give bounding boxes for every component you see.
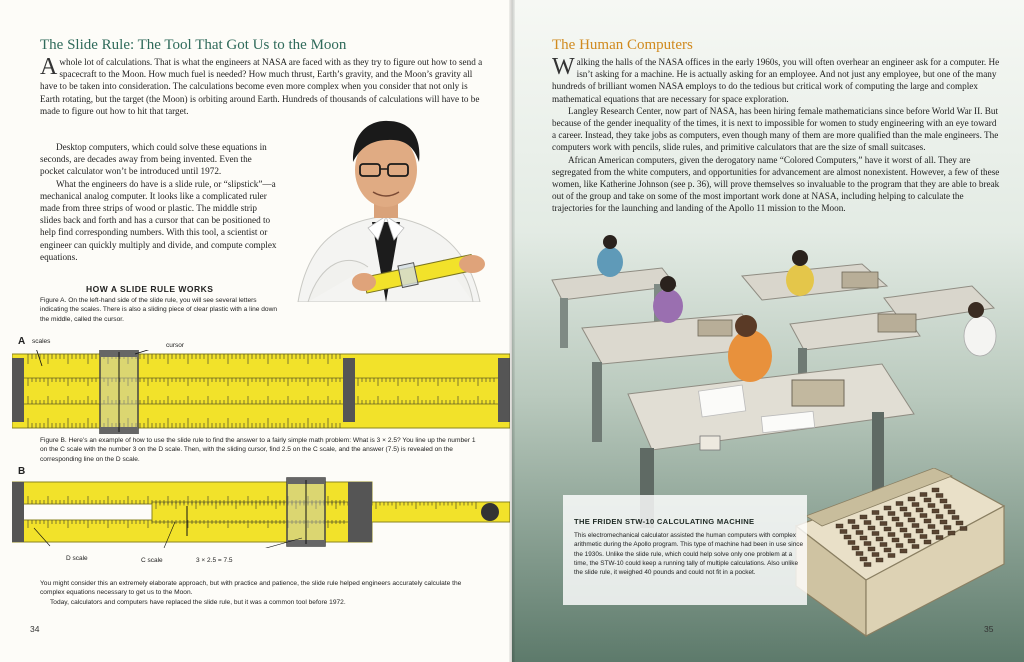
cursor-label: cursor	[166, 342, 185, 349]
right-page-number: 35	[984, 624, 994, 634]
sidebar-text: This electromechanical calculator assisted the human computers with complex arithmetic during the Apollo program. This type of machine had been in use since the 1930s. Unlike the slide rule, which could help solve only one problem at a time, the STW-10 could keep a running tally of multiple calculations. Also unlike the slide rule, it weighed 40 pounds and could not fit in a pocket.	[574, 532, 804, 577]
slide-rule-figure-a	[12, 350, 510, 434]
left-page-title: The Slide Rule: The Tool That Got Us to the Moon	[40, 37, 347, 53]
figure-a-letter: A	[18, 336, 26, 347]
left-column-text	[40, 141, 278, 263]
right-page-title: The Human Computers	[552, 37, 693, 53]
right-paragraph-3: African American computers, given the derogatory name “Colored Computers,” have it worst of all. They are segregated from the white computers, and opportunities for advancement are almost nonexistent. However, a few of these women, like Katherine Johnson (see p. 36), will prove themselves so invaluable to the program that they are able to break out of the group and take on some of the most important work done at NASA, including helping to calculate the trajectories for the launching and landing of the Apollo 11 mission to the Moon.	[552, 154, 1000, 214]
howto-title: HOW A SLIDE RULE WORKS	[86, 284, 214, 294]
left-paragraph-3: What the engineers do have is a slide rule, or “slipstick”—a mechanical analog computer. It looks like a complicated ruler made from three strips of wood or plastic. The middle strip slides back and forth and has a cursor that can be positioned to help find corresponding numbers. With this tool, a scientist or engineer can quickly multiply and divide, and compute complex equations.	[40, 178, 277, 262]
left-page-number: 34	[30, 624, 40, 634]
sidebar-title: THE FRIDEN STW-10 CALCULATING MACHINE	[574, 517, 755, 526]
closing-paragraph-2: Today, calculators and computers have replaced the slide rule, but it was a common tool before 1972.	[50, 598, 346, 606]
right-body-text	[552, 56, 1000, 215]
calculator-illustration	[792, 468, 1008, 638]
left-intro-text	[40, 56, 488, 117]
scales-label: scales	[32, 338, 51, 345]
figure-b-caption: Figure B. Here’s an example of how to use the slide rule to find the answer to a fairly simple math problem: What is 3 × 2.5? You line up the number 1 on the C scale with the number 3 on the D scale. Then, with the sliding cursor, find 2.5 on the C scale, and the answer (7.5) is revealed on the corresponding line on the D scale.	[40, 437, 476, 463]
left-paragraph-2: Desktop computers, which could solve these equations in seconds, are decades away from being invented. Even the pocket calculator won’t be introduced until 1972.	[40, 142, 267, 177]
left-closing-text	[40, 579, 480, 607]
closing-paragraph-1: You might consider this an extremely elaborate approach, but with practice and patience, the slide rule helped engineers accurately calculate the complex equations necessary to get us to the Moon.	[40, 580, 462, 597]
book-gutter	[509, 0, 515, 662]
left-paragraph-1: A whole lot of calculations. That is what the engineers at NASA are faced with as they try to figure out how to send a spacecraft to the Moon. How much fuel is needed? How much thrust, Earth’s gravity, and the Moon’s gravity all have to be taken into consideration. The calculations become even more complex when you consider that not only is Earth rotating, but the target (the Moon) is orbiting around Earth. Hundreds of thousands of calculations will have to be made to figure out how to hit that target.	[40, 54, 483, 116]
c-scale-label: C scale	[141, 557, 163, 564]
d-scale-label: D scale	[66, 555, 88, 562]
right-page	[512, 0, 1024, 662]
right-dropcap: W	[552, 54, 575, 80]
figure-a-caption: Figure A. On the left-hand side of the slide rule, you will see several letters indicating the scales. There is also a sliding piece of clear plastic with a line down the middle, called the cursor.	[40, 297, 278, 323]
right-paragraph-2: Langley Research Center, now part of NASA, has been hiring female mathematicians since before World War II. But because of the gender inequality of the times, it is next to impossible for women to study engineering with an eye toward a career. Instead, they take jobs as computers, even though many of them are more qualified than the male engineers. The computers work with pencils, slide rules, and primitive calculators that are the size of small suitcases.	[552, 105, 999, 153]
figure-b-letter: B	[18, 466, 26, 477]
equation-label: 3 × 2.5 = 7.5	[196, 557, 233, 564]
engineer-illustration	[268, 112, 498, 302]
left-dropcap: A	[40, 54, 58, 80]
right-paragraph-1: Walking the halls of the NASA offices in the early 1960s, you will often overhear an engineer ask for a computer. He isn’t asking for a machine. He is actually asking for an employee. And not just any employee, but one of the many hundreds of brilliant women NASA employs to do the tedious but critical work of computing the large and complex mathematical equations that are necessary for space exploration.	[552, 54, 1000, 104]
slide-rule-figure-b	[12, 476, 510, 548]
